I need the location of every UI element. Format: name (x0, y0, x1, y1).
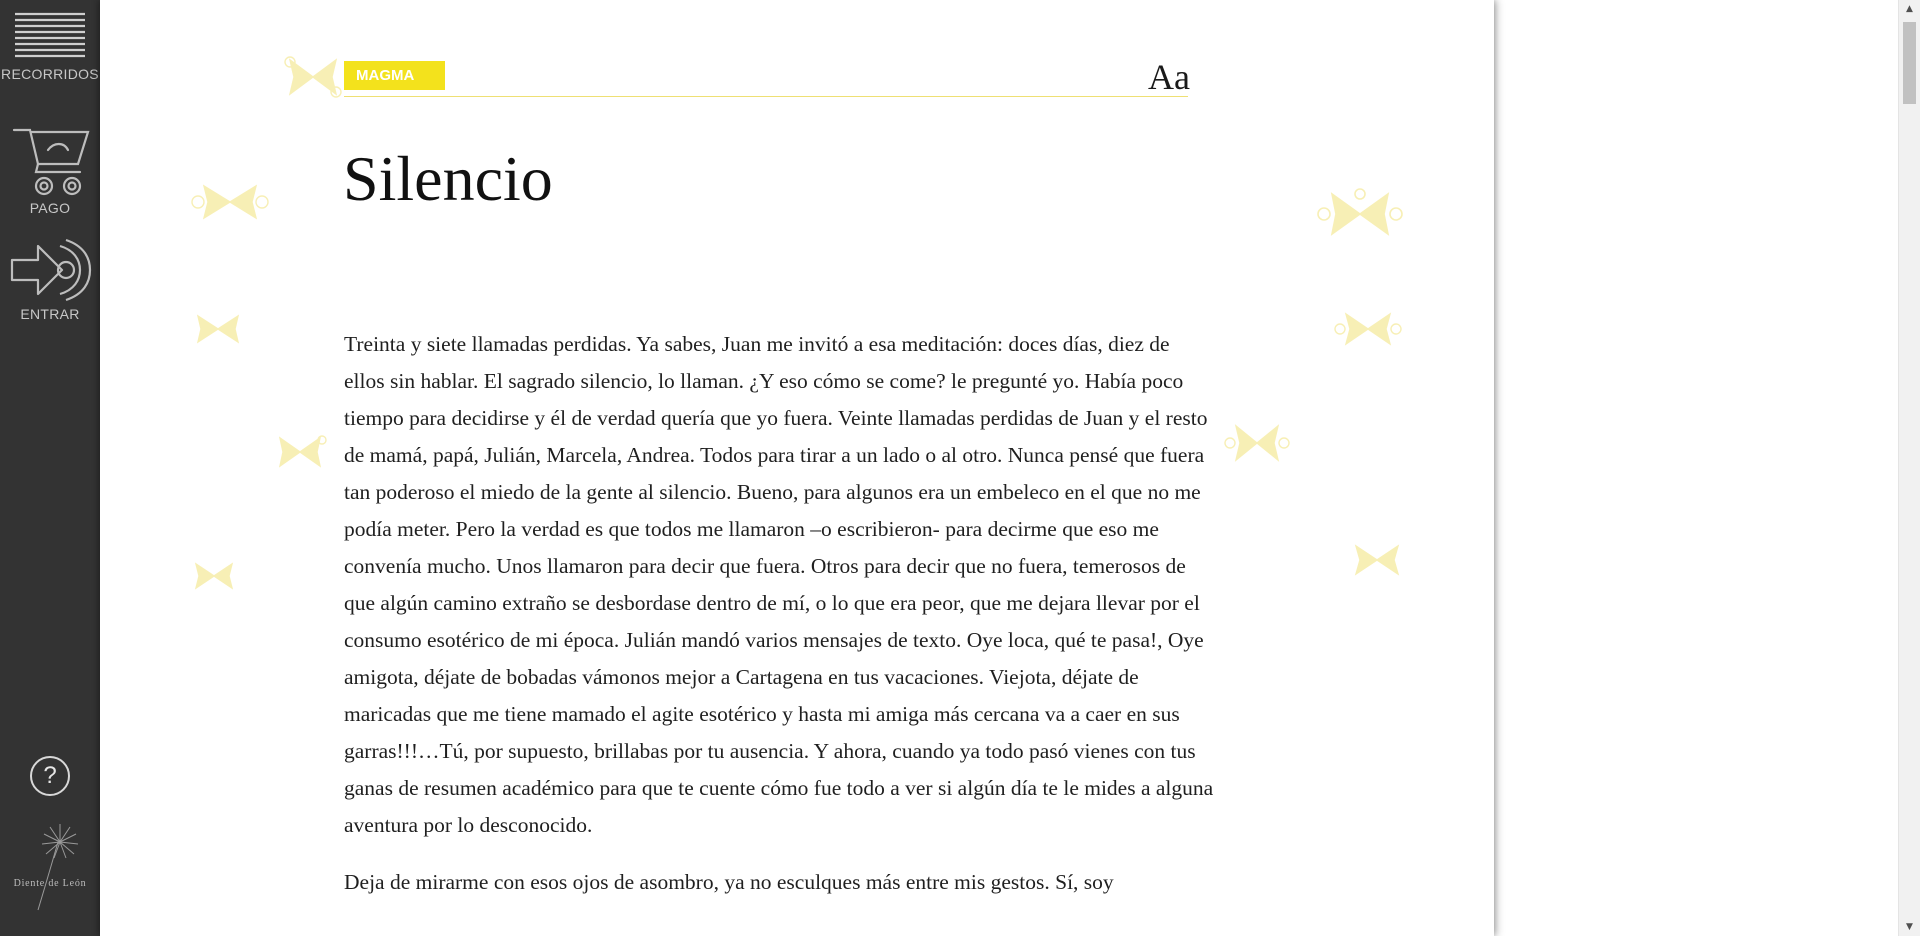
nav-recorridos[interactable] (0, 10, 100, 82)
ornament-icon (1224, 418, 1290, 468)
nav-entrar[interactable] (0, 236, 100, 322)
ornament-icon (282, 54, 344, 100)
ornament-icon (190, 312, 246, 346)
article-paragraph: Deja de mirarme con esos ojos de asombro, ya no esculques más entre mis gestos. Sí, soy (344, 870, 1114, 894)
nav-entrar-label: ENTRAR (20, 306, 80, 322)
font-size-button[interactable]: Aa (1148, 57, 1190, 97)
scroll-up-icon[interactable]: ▲ (1906, 4, 1913, 14)
nav-pago-label: PAGO (29, 200, 71, 216)
article-body (344, 326, 1214, 921)
ornament-icon (1334, 308, 1402, 350)
brand-name: Diente de León (13, 878, 87, 889)
ornament-icon (190, 180, 270, 224)
sidebar (0, 0, 100, 936)
article-paragraph: Treinta y siete llamadas perdidas. Ya sabes, Juan me invitó a esa meditación: doces días, diez de ellos sin hablar. El sagrado silencio, lo llaman. ¿Y eso cómo se come? le pregunté yo. Había poco tiempo para decidirse y él de verdad quería que yo fuera. Veinte llamadas perdidas de Juan y el resto de mamá, papá, Julián, Marcela, Andrea. Todos para tirar a un lado o al otro. Nunca pensé que fuera tan poderoso el miedo de la gente al silencio. Bueno, para algunos era un embeleco en el que no me podía meter. Pero la verdad es que todos me llamaron –o escribieron- para decirme que eso me convenía mucho. Unos llamaron para decir que fuera. Otros para decir que no fuera, temerosos de que algún camino extraño se desbordase dentro de mí, o lo que era peor, que me dejara llevar por el consumo esotérico de mi época. Julián mandó varios mensajes de texto. Oye loca, qué te pasa!, Oye amigota, déjate de bobadas vámonos mejor a Cartagena en tus vacaciones. Viejota, déjate de maricadas que me tiene mamado el agite esotérico y hasta mi amiga más cercana va a caer en sus garras!!!…Tú, por supuesto, brillabas por tu ausencia. Y ahora, cuando ya todo pasó vienes con tus ganas de resumen académico para que te cuente cómo fue todo a ver si algún día te le mides a alguna aventura por lo desconocido. (344, 332, 1214, 837)
nav-recorridos-label: RECORRIDOS (1, 66, 99, 82)
scroll-thumb[interactable] (1903, 22, 1916, 104)
dandelion-icon (0, 820, 100, 912)
page-title: Silencio (343, 143, 553, 214)
header-divider (344, 96, 1188, 97)
help-button[interactable]: ? (30, 756, 70, 796)
ornament-icon (190, 560, 238, 592)
cart-icon (10, 124, 90, 198)
enter-arrow-icon (8, 236, 92, 304)
brand-logo[interactable] (0, 820, 100, 920)
ornament-icon (1346, 540, 1408, 580)
menu-lines-icon (14, 10, 86, 64)
scroll-down-icon[interactable]: ▼ (1906, 922, 1913, 932)
ornament-icon (1316, 186, 1404, 242)
nav-pago[interactable] (0, 124, 100, 216)
ornament-icon (272, 432, 328, 472)
section-tag[interactable]: MAGMA (344, 61, 445, 90)
page-scrollbar[interactable] (1898, 0, 1920, 936)
